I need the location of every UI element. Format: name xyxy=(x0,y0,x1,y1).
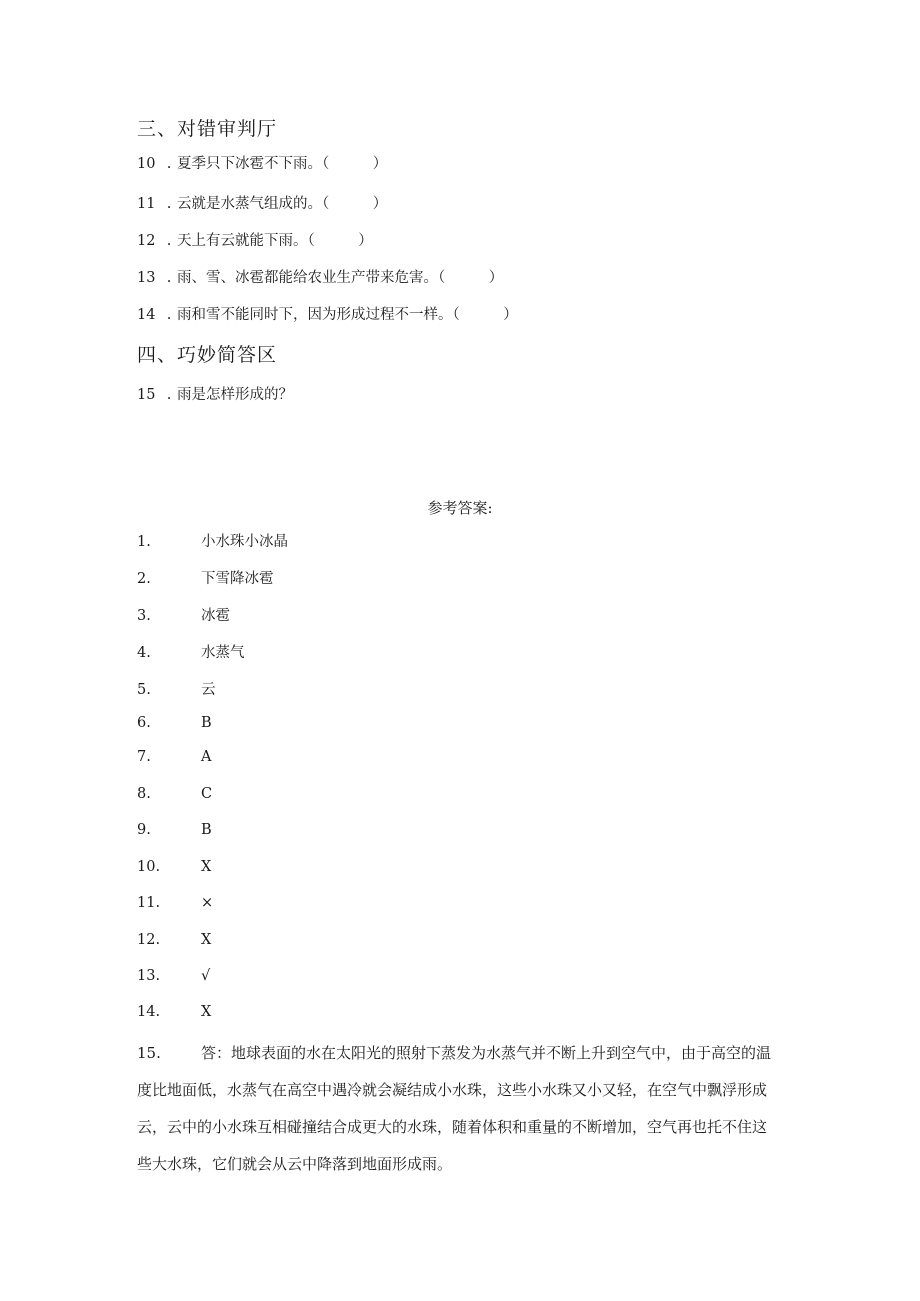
question-text: 雨、雪、冰雹都能给农业生产带来危害。（ ） xyxy=(177,270,504,286)
answer-row xyxy=(137,749,211,765)
question-number: 10 xyxy=(137,156,156,172)
question-number: 15 xyxy=(137,387,156,403)
answer-number: 2. xyxy=(137,571,151,587)
answer-value: √ xyxy=(201,968,211,984)
answer-value: 下雪降冰雹 xyxy=(201,571,274,587)
answer-value: X xyxy=(201,859,212,875)
answer-value: 云 xyxy=(201,682,216,698)
answer-value: 水蒸气 xyxy=(201,645,245,661)
answer-row xyxy=(137,530,288,551)
answer-number: 11. xyxy=(137,895,161,911)
answer-number: 8. xyxy=(137,786,151,802)
answer-row xyxy=(137,895,213,911)
answer-number: 1. xyxy=(137,534,151,550)
question-12: 12 . 天上有云就能下雨。（ ） xyxy=(137,233,373,249)
question-text: 雨是怎样形成的？ xyxy=(177,387,293,403)
explanation-text: 答：地球表面的水在太阳光的照射下蒸发为水蒸气并不断上升到空气中，由于高空的温度比地面低，水蒸气在高空中遇冷就会凝结成小水珠，这些小水珠又小又轻，在空气中飘浮形成云，云中的小水珠互相碰撞结合成更大的水珠，随着体积和重量的不断增加，空气再也托不住这些大水珠，它们就会从云中降落到地面形成雨。 xyxy=(137,1044,772,1173)
answer-row xyxy=(137,968,210,984)
question-number: 12 xyxy=(137,233,156,249)
question-number: 13 xyxy=(137,270,156,286)
answer-number: 9. xyxy=(137,822,151,838)
answer-number: 10. xyxy=(137,859,161,875)
question-14: 14 . 雨和雪不能同时下，因为形成过程不一样。（ ） xyxy=(137,307,518,323)
answer-value: 冰雹 xyxy=(201,608,230,624)
answer-value: A xyxy=(201,749,212,765)
answer-number: 13. xyxy=(137,968,161,984)
answer-row xyxy=(137,604,230,625)
question-text: 雨和雪不能同时下，因为形成过程不一样。（ ） xyxy=(177,307,518,323)
question-text: 天上有云就能下雨。（ ） xyxy=(177,233,373,249)
answer-row xyxy=(137,1004,211,1020)
answer-row xyxy=(137,859,211,875)
answer-number: 4. xyxy=(137,645,151,661)
answer-number: 5. xyxy=(137,682,151,698)
question-text: 云就是水蒸气组成的。（ ） xyxy=(177,196,388,212)
section-heading-short-answer: 四、巧妙简答区 xyxy=(137,344,278,366)
answer-explanation xyxy=(137,1035,777,1183)
question-number: 14 xyxy=(137,307,156,323)
answer-value: B xyxy=(201,822,212,838)
question-10: 10 . 夏季只下冰雹不下雨。（ ） xyxy=(137,156,388,172)
answer-row xyxy=(137,641,245,662)
answer-value: 小水珠小冰晶 xyxy=(201,534,288,550)
answer-number: 12. xyxy=(137,932,161,948)
answers-title: 参考答案: xyxy=(427,499,493,517)
answer-row xyxy=(137,932,211,948)
answer-row xyxy=(137,678,216,699)
answer-number: 7. xyxy=(137,749,151,765)
question-15: 15 . 雨是怎样形成的？ xyxy=(137,387,293,403)
answer-number: 6. xyxy=(137,715,151,731)
answer-row xyxy=(137,715,212,731)
answer-row xyxy=(137,822,212,838)
question-13: 13 . 雨、雪、冰雹都能给农业生产带来危害。（ ） xyxy=(137,270,504,286)
answer-number: 3. xyxy=(137,608,151,624)
answer-number: 15. xyxy=(137,1044,161,1062)
answer-value: × xyxy=(201,895,214,911)
answer-number: 14. xyxy=(137,1004,161,1020)
answer-value: B xyxy=(201,715,212,731)
section-heading-true-false: 三、对错审判厅 xyxy=(137,118,278,140)
answer-value: C xyxy=(201,786,213,802)
answer-value: X xyxy=(201,932,212,948)
answer-value: X xyxy=(201,1004,212,1020)
answer-row xyxy=(137,786,212,802)
answer-row xyxy=(137,567,274,588)
question-11: 11 . 云就是水蒸气组成的。（ ） xyxy=(137,196,388,212)
question-text: 夏季只下冰雹不下雨。（ ） xyxy=(177,156,388,172)
question-number: 11 xyxy=(137,196,156,212)
